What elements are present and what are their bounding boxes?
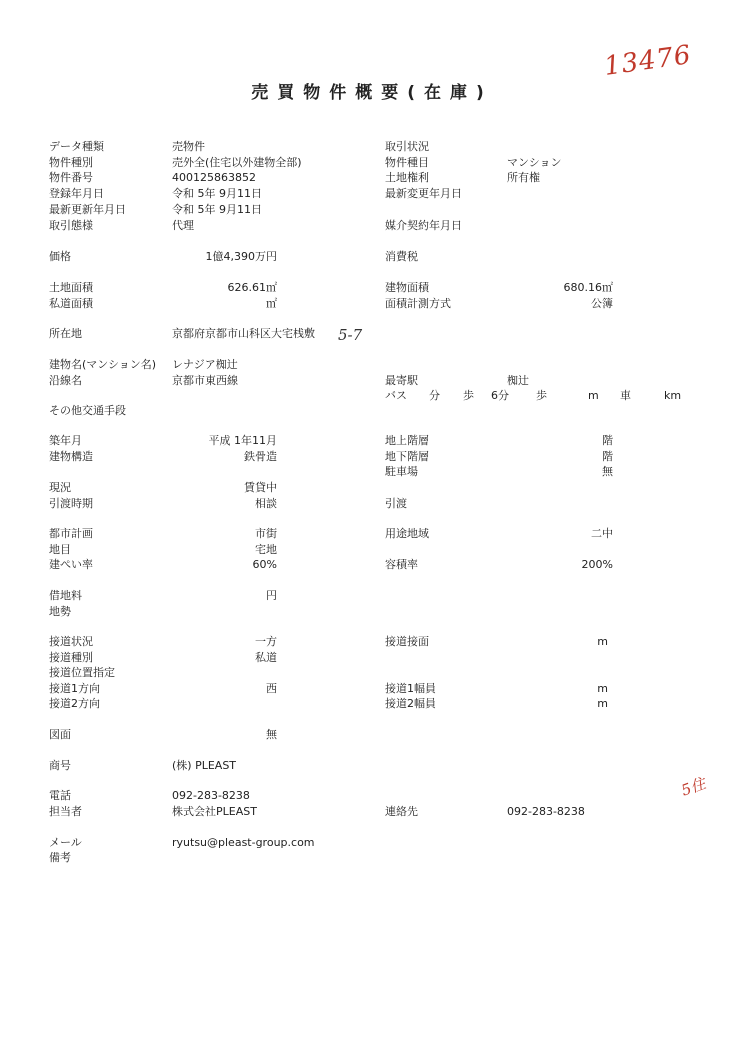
label-road-frontage: 接道接面: [385, 635, 429, 648]
label-land-category: 地目: [49, 543, 71, 556]
label-data-type: データ種類: [49, 140, 104, 153]
label-handover: 引渡: [385, 497, 407, 510]
label-nearest-station: 最寄駅: [385, 374, 418, 387]
label-above-floors: 地上階層: [385, 434, 429, 447]
label-updated: 最新更新年月日: [49, 203, 126, 216]
value-road2-width: m: [597, 697, 608, 710]
value-land-rights: 所有権: [507, 171, 540, 184]
value-walk-minutes: 6分: [491, 389, 509, 402]
value-floor-ratio: 200%: [581, 558, 613, 571]
label-email: メール: [49, 836, 82, 849]
value-property-item: マンション: [507, 156, 562, 169]
value-building-name: レナジア椥辻: [172, 358, 238, 371]
label-transaction-mode: 取引態様: [49, 219, 93, 232]
label-coverage: 建ぺい率: [49, 558, 93, 571]
label-road2-width: 接道2幅員: [385, 697, 436, 710]
label-building-name: 建物名(マンション名): [49, 358, 157, 371]
value-transaction-mode: 代理: [172, 219, 194, 232]
value-data-type: 売物件: [172, 140, 205, 153]
label-remarks: 備考: [49, 851, 71, 864]
page-title: 売買物件概要(在庫): [251, 83, 493, 103]
value-price: 1億4,390万円: [205, 250, 277, 263]
label-phone: 電話: [49, 789, 71, 802]
value-road-status: 一方: [255, 635, 277, 648]
label-land-rights: 土地権利: [385, 171, 429, 184]
label-terrain: 地勢: [49, 605, 71, 618]
label-zoning: 用途地域: [385, 527, 429, 540]
value-status: 賃貸中: [244, 481, 277, 494]
value-person: 株式会社PLEAST: [172, 805, 257, 818]
label-registered: 登録年月日: [49, 187, 104, 200]
value-parking: 無: [602, 465, 613, 478]
label-below-floors: 地下階層: [385, 450, 429, 463]
label-latest-change: 最新変更年月日: [385, 187, 462, 200]
label-person: 担当者: [49, 805, 82, 818]
value-building-area: 680.16㎡: [563, 281, 613, 294]
label-bus: バス: [385, 389, 407, 402]
handwritten-address-number: 5-7: [338, 326, 363, 344]
value-property-number: 400125863852: [172, 171, 256, 184]
value-station: 椥辻: [507, 374, 529, 387]
label-land-rent: 借地料: [49, 589, 82, 602]
label-built: 築年月: [49, 434, 82, 447]
value-private-road-area: ㎡: [266, 297, 277, 310]
label-bus-walk: 歩: [463, 389, 474, 402]
value-above-floors: 階: [602, 434, 613, 447]
value-trade-name: (株) PLEAST: [172, 759, 237, 772]
value-property-category: 売外全(住宅以外建物全部): [172, 156, 302, 169]
value-registered: 令和 5年 9月11日: [172, 187, 262, 200]
value-land-area: 626.61㎡: [227, 281, 277, 294]
label-road2-direction: 接道2方向: [49, 697, 100, 710]
value-email: ryutsu@pleast-group.com: [172, 836, 315, 849]
value-coverage: 60%: [252, 558, 277, 571]
label-drawing: 図面: [49, 728, 71, 741]
label-meters: m: [588, 389, 599, 402]
handwritten-note: 5住: [678, 774, 709, 800]
label-price: 価格: [49, 250, 71, 263]
label-car: 車: [620, 389, 631, 402]
value-built: 平成 1年11月: [208, 434, 277, 447]
label-road-designation: 接道位置指定: [49, 666, 115, 679]
label-property-number: 物件番号: [49, 171, 93, 184]
value-land-rent: 円: [266, 589, 277, 602]
label-other-transport: その他交通手段: [49, 404, 126, 417]
value-land-category: 宅地: [255, 543, 277, 556]
label-road-status: 接道状況: [49, 635, 93, 648]
label-land-area: 土地面積: [49, 281, 93, 294]
label-road1-direction: 接道1方向: [49, 682, 100, 695]
label-road1-width: 接道1幅員: [385, 682, 436, 695]
label-kilometers: km: [664, 389, 682, 402]
value-below-floors: 階: [602, 450, 613, 463]
value-drawing: 無: [266, 728, 277, 741]
value-handover-time: 相談: [255, 497, 277, 510]
label-property-category: 物件種別: [49, 156, 93, 169]
label-parking: 駐車場: [385, 465, 418, 478]
value-line: 京都市東西線: [172, 374, 238, 387]
label-walk: 歩: [536, 389, 547, 402]
label-area-method: 面積計測方式: [385, 297, 451, 310]
value-road1-direction: 西: [266, 682, 277, 695]
value-road1-width: m: [597, 682, 608, 695]
label-brokerage-date: 媒介契約年月日: [385, 219, 462, 232]
label-status: 現況: [49, 481, 71, 494]
value-updated: 令和 5年 9月11日: [172, 203, 262, 216]
label-consumption-tax: 消費税: [385, 250, 418, 263]
label-location: 所在地: [49, 327, 82, 340]
label-private-road-area: 私道面積: [49, 297, 93, 310]
label-line: 沿線名: [49, 374, 82, 387]
label-bus-minutes: 分: [429, 389, 440, 402]
value-structure: 鉄骨造: [244, 450, 277, 463]
label-city-planning: 都市計画: [49, 527, 93, 540]
value-contact: 092-283-8238: [507, 805, 585, 818]
label-contact: 連絡先: [385, 805, 418, 818]
label-handover-time: 引渡時期: [49, 497, 93, 510]
value-location: 京都府京都市山科区大宅桟敷: [172, 327, 315, 340]
label-structure: 建物構造: [49, 450, 93, 463]
label-property-item: 物件種目: [385, 156, 429, 169]
label-trade-name: 商号: [49, 759, 71, 772]
value-phone: 092-283-8238: [172, 789, 250, 802]
label-floor-ratio: 容積率: [385, 558, 418, 571]
value-area-method: 公簿: [591, 297, 613, 310]
value-road-frontage: m: [597, 635, 608, 648]
label-road-type: 接道種別: [49, 651, 93, 664]
label-transaction-status: 取引状況: [385, 140, 429, 153]
value-road-type: 私道: [255, 651, 277, 664]
label-building-area: 建物面積: [385, 281, 429, 294]
value-zoning: 二中: [591, 527, 613, 540]
value-city-planning: 市街: [255, 527, 277, 540]
handwritten-number: 13476: [602, 40, 694, 82]
